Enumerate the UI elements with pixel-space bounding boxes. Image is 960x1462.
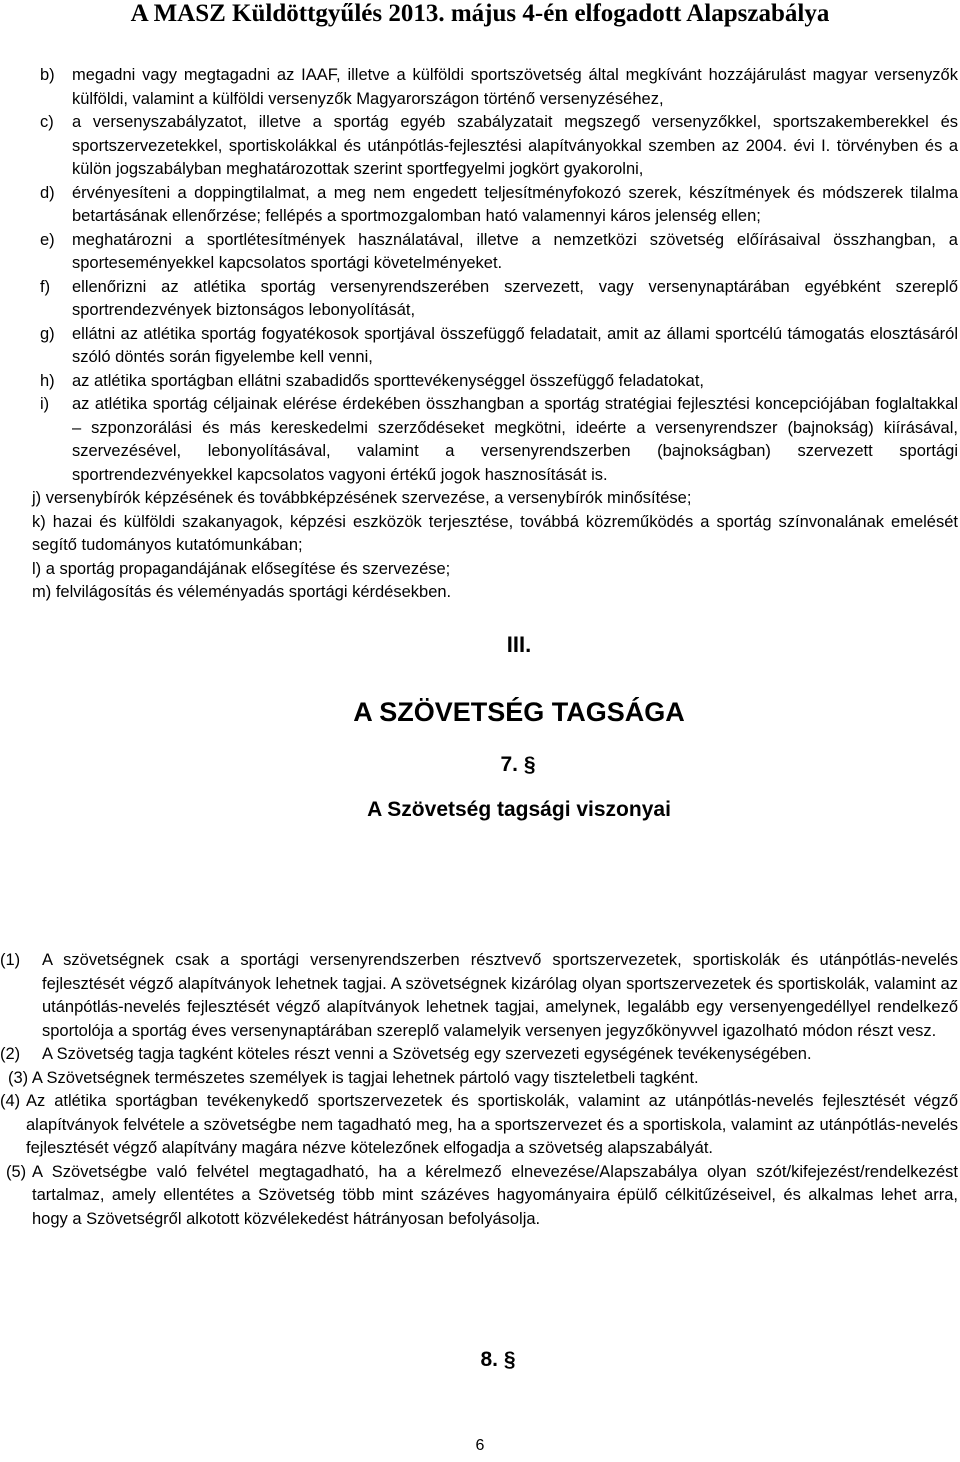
list-item: l) a sportág propagandájának elősegítése és szervezése; [32, 559, 451, 578]
item-label: h) [40, 371, 55, 390]
list-item [40, 64, 958, 111]
list-item [40, 276, 958, 323]
membership-list [0, 949, 958, 1231]
item-label: b) [40, 66, 55, 84]
chapter-number: III. [506, 631, 532, 657]
item-label: d) [40, 183, 55, 202]
tasks-list [32, 64, 958, 824]
list-item [0, 1090, 958, 1161]
item-label: f) [40, 277, 51, 296]
item-label: (5) [6, 1162, 27, 1181]
list-item: k) hazai és külföldi szakanyagok, képzési eszközök terjesztése, továbbá közreműködés a sportág színvonalának emelését segítő tudományos kutatómunkában; [32, 512, 958, 554]
list-item [0, 1067, 958, 1091]
next-paragraph-number: 8. § [480, 1348, 516, 1371]
item-text: A Szövetség tagja tagként köteles részt venni a Szövetség egy szervezeti egységének tevékenységében. [42, 1045, 812, 1063]
item-text: A szövetségnek csak a sportági versenyrendszerben résztvevő sportszervezetek, sportiskolák és utánpótlás-nevelés fejlesztését végző alapítványok lehetnek tagjai. A szövetségnek kizárólag olyan sportszervezetek és sportiskolák, valamint az utánpótlás-nevelés fejlesztését végző alapítványok lehetnek tagjai, amelynek, legalább egy versenyengedéllyel rendelkező sportolója a sportág éves versenynaptárában szereplő valamelyik versenyen jegyzőkönyvvel igazolható módon részt vesz. [42, 951, 958, 1040]
list-item [40, 229, 958, 276]
item-label: (4) [0, 1092, 21, 1110]
list-item: m) felvilágosítás és véleményadás sportági kérdésekben. [32, 583, 452, 601]
item-label: c) [40, 113, 54, 131]
item-label: g) [40, 324, 55, 343]
list-item [40, 370, 958, 394]
item-text: az atlétika sportágban ellátni szabadidős sporttevékenységgel összefüggő feladatokat, [72, 371, 704, 390]
item-label: (2) [0, 1045, 21, 1063]
list-item [0, 1161, 958, 1232]
item-label: e) [40, 230, 55, 249]
item-label: i) [40, 395, 50, 413]
item-text: érvényesíteni a doppingtilalmat, a meg nem engedett teljesítményfokozó szerek, készítmények és módszerek tilalma betartásának ellenőrzése; fellépés a sportmozgalomban ható valamennyi káros jelenség ellen; [72, 183, 958, 225]
item-label: (1) [0, 951, 21, 969]
item-text: az atlétika sportág céljainak elérése érdekében összhangban a sportág stratégiai fejlesztési koncepciójában foglaltakkal – szponzorálási és más kereskedelmi szerződéseket megkötni, ideérte a versenyrendszer (bajnokság) kiírásával, szervezésével, lebonyolításával, valamint a versenyrendszerben (bajnokságban) szervezett sportági sportrendezvényekkel kapcsolatos vagyoni értékű jogok hasznosítását is. [72, 395, 958, 484]
paragraph-number: 7. § [500, 752, 536, 776]
list-item [0, 949, 958, 1043]
list-item [40, 111, 958, 182]
page-number: 6 [475, 1437, 485, 1454]
item-text: a versenyszabályzatot, illetve a sportág egyéb szabályzatait megszegő versenyzőkkel, sportszakemberekkel és sportszervezetekkel, sportiskolákkal és utánpótlás-fejlesztési alapítványokkal szemben az 2004. évi I. törvényben és a külön jogszabályban meghatározottak szerint sportfegyelmi jogkört gyakorolni, [72, 113, 958, 178]
item-text: A Szövetségbe való felvétel megtagadható, ha a kérelmező elnevezése/Alapszabálya olyan szót/kifejezést/rendelkezést tartalmaz, amely ellentétes a Szövetség több mint százéves hagyományaira épülő célkitűzéseivel, és alkalmas lehet arra, hogy a Szövetségről alkotott közvélekedést hátrányosan befolyásolja. [32, 1162, 958, 1228]
list-item [40, 393, 958, 487]
list-item [0, 1043, 958, 1067]
item-text: meghatározni a sportlétesítmények használatával, illetve a nemzetközi szövetség előírásaival összhangban, a sporteseményekkel kapcsolatos sportági követelményeket. [72, 230, 958, 272]
item-text: ellátni az atlétika sportág fogyatékosok sportjával összefüggő feladatait, amit az állami sportcélú támogatás elosztásáról szóló döntés során figyelembe kell venni, [72, 324, 958, 366]
chapter-title: A SZÖVETSÉG TAGSÁGA [353, 696, 685, 727]
item-text: megadni vagy megtagadni az IAAF, illetve a külföldi sportszövetség által megkívánt hozzájárulást magyar versenyzők külföldi, valamint a külföldi versenyzők Magyarországon történő versenyzéséhez, [72, 66, 958, 108]
list-item [40, 323, 958, 370]
list-item [40, 182, 958, 229]
item-text: (3) A Szövetségnek természetes személyek is tagjai lehetnek pártoló vagy tiszteletbeli tagként. [8, 1068, 699, 1087]
list-item: j) versenybírók képzésének és továbbképzésének szervezése, a versenybírók minősítése; [32, 489, 692, 507]
item-text: ellenőrizni az atlétika sportág versenyrendszerében szervezett, vagy versenynaptárában egyébként szereplő sportrendezvények biztonságos lebonyolítását, [72, 277, 958, 319]
item-text: Az atlétika sportágban tevékenykedő sportszervezetek és sportiskolák, valamint az utánpótlás-nevelés fejlesztését végző alapítványok felvétele a szövetségbe nem tagadható meg, ha a sportszervezet és a sportiskola, valamint az utánpótlás-nevelés fejlesztését végző alapítvány magára nézve kötelezőnek elfogadja a szövetség alapszabályát. [26, 1092, 958, 1157]
page-header: A MASZ Küldöttgyűlés 2013. május 4-én elfogadott Alapszabálya [130, 0, 830, 27]
paragraph-title: A Szövetség tagsági viszonyai [367, 797, 671, 821]
